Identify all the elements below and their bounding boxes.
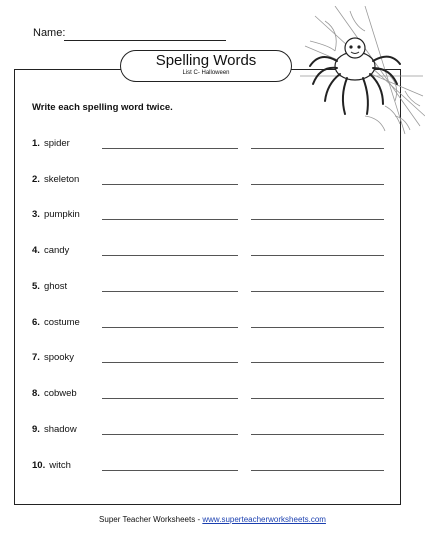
word-number: 6.: [32, 317, 40, 328]
word-row-3: [32, 209, 392, 223]
word-number: 9.: [32, 424, 40, 435]
write-line-2[interactable]: [251, 470, 384, 471]
title-banner: [120, 50, 292, 82]
word-number: 7.: [32, 352, 40, 363]
write-line-1[interactable]: [102, 219, 238, 220]
write-line-1[interactable]: [102, 470, 238, 471]
write-line-1[interactable]: [102, 362, 238, 363]
spider-web-icon: [295, 6, 425, 136]
instructions: Write each spelling word twice.: [32, 102, 173, 113]
word-row-6: [32, 317, 392, 331]
word-number: 4.: [32, 245, 40, 256]
footer-link[interactable]: www.superteacherworksheets.com: [202, 515, 326, 524]
word-text: pumpkin: [43, 209, 80, 220]
write-line-1[interactable]: [102, 148, 238, 149]
title-sub: List C- Halloween: [182, 70, 230, 76]
write-line-1[interactable]: [102, 434, 238, 435]
footer: [0, 515, 425, 524]
write-line-1[interactable]: [102, 291, 238, 292]
word-row-4: [32, 245, 392, 259]
word-number: 10.: [32, 460, 46, 471]
write-line-2[interactable]: [251, 327, 384, 328]
word-row-2: [32, 174, 392, 188]
word-row-7: [32, 352, 392, 366]
write-line-2[interactable]: [251, 362, 384, 363]
word-row-8: [32, 388, 392, 402]
word-text: shadow: [43, 424, 77, 435]
word-number: 5.: [32, 281, 40, 292]
write-line-2[interactable]: [251, 255, 384, 256]
footer-text: Super Teacher Worksheets -: [99, 515, 203, 524]
name-label: Name:: [33, 27, 66, 39]
word-text: costume: [43, 317, 80, 328]
word-text: witch: [49, 460, 71, 471]
write-line-2[interactable]: [251, 219, 384, 220]
word-text: spider: [43, 138, 70, 149]
word-text: candy: [43, 245, 70, 256]
word-number: 1.: [32, 138, 40, 149]
word-row-1: [32, 138, 392, 152]
word-text: spooky: [43, 352, 75, 363]
word-row-9: [32, 424, 392, 438]
word-row-10: [32, 460, 392, 474]
word-row-5: [32, 281, 392, 295]
write-line-1[interactable]: [102, 398, 238, 399]
write-line-2[interactable]: [251, 291, 384, 292]
word-text: ghost: [43, 281, 68, 292]
word-number: 8.: [32, 388, 40, 399]
title-main: Spelling Words: [155, 52, 257, 69]
word-text: skeleton: [43, 174, 80, 185]
write-line-2[interactable]: [251, 434, 384, 435]
write-line-2[interactable]: [251, 184, 384, 185]
word-number: 2.: [32, 174, 40, 185]
write-line-1[interactable]: [102, 184, 238, 185]
word-text: cobweb: [43, 388, 77, 399]
name-field-line[interactable]: [64, 40, 226, 41]
write-line-1[interactable]: [102, 327, 238, 328]
write-line-2[interactable]: [251, 148, 384, 149]
write-line-1[interactable]: [102, 255, 238, 256]
write-line-2[interactable]: [251, 398, 384, 399]
word-number: 3.: [32, 209, 40, 220]
